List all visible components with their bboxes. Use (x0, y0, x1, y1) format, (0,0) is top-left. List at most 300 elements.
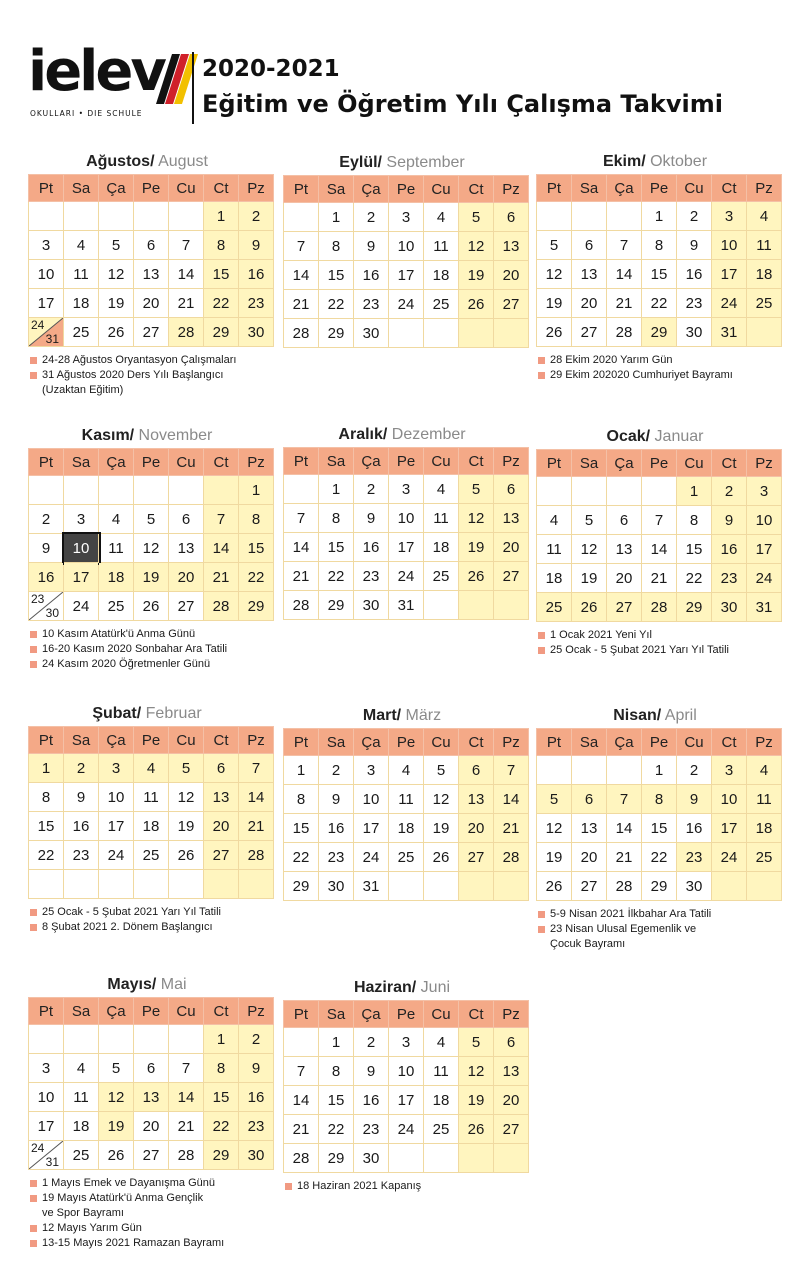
day-cell: 14 (204, 534, 239, 563)
weekday-header: Pt (284, 448, 319, 475)
day-cell: 5 (459, 1028, 494, 1057)
empty-cell (459, 1144, 494, 1173)
day-cell: 20 (572, 289, 607, 318)
day-cell: 11 (99, 534, 134, 563)
weekday-header: Pe (134, 175, 169, 202)
day-cell: 19 (459, 1086, 494, 1115)
day-cell: 15 (204, 260, 239, 289)
weekday-header: Ct (459, 448, 494, 475)
empty-cell (99, 202, 134, 231)
day-cell: 25 (424, 1115, 459, 1144)
day-cell: 12 (537, 814, 572, 843)
day-cell: 14 (284, 533, 319, 562)
day-cell: 28 (284, 1144, 319, 1173)
day-cell: 5 (537, 785, 572, 814)
note-item (28, 657, 266, 672)
day-cell: 11 (424, 232, 459, 261)
empty-cell (424, 319, 459, 348)
day-cell: 7 (169, 1054, 204, 1083)
day-cell: 4 (747, 756, 782, 785)
day-cell: 19 (537, 289, 572, 318)
day-cell: 22 (239, 563, 274, 592)
day-cell: 23 (677, 289, 712, 318)
day-cell: 19 (134, 563, 169, 592)
empty-cell (134, 202, 169, 231)
month-name-de: Mai (156, 976, 187, 993)
day-cell: 5 (169, 754, 204, 783)
month-name-de: Januar (650, 428, 704, 445)
month-calendar (536, 425, 774, 658)
day-cell: 9 (677, 231, 712, 260)
day-cell: 13 (494, 504, 529, 533)
month-calendar (536, 704, 774, 952)
day-cell: 21 (607, 289, 642, 318)
bullet-square-icon (30, 909, 37, 916)
day-cell: 5 (459, 203, 494, 232)
day-cell: 30 (354, 591, 389, 620)
day-cell: 4 (99, 505, 134, 534)
day-cell: 30 (677, 872, 712, 901)
empty-cell (389, 319, 424, 348)
day-cell: 15 (204, 1083, 239, 1112)
month-name-tr: Ocak/ (606, 428, 651, 445)
month-grid (283, 175, 529, 348)
day-cell: 19 (459, 533, 494, 562)
day-cell: 8 (319, 504, 354, 533)
empty-cell (607, 202, 642, 231)
day-cell: 28 (607, 872, 642, 901)
day-cell: 19 (169, 812, 204, 841)
day-cell: 18 (134, 812, 169, 841)
day-cell: 26 (169, 841, 204, 870)
weekday-header: Sa (64, 175, 99, 202)
month-calendar (283, 704, 521, 901)
day-cell: 15 (319, 261, 354, 290)
day-cell: 2 (712, 477, 747, 506)
day-cell: 2 (319, 756, 354, 785)
day-cell: 16 (239, 1083, 274, 1112)
day-cell: 9 (354, 1057, 389, 1086)
day-cell: 9 (239, 1054, 274, 1083)
note-text: 25 Ocak - 5 Şubat 2021 Yarı Yıl Tatili (42, 906, 221, 918)
weekday-header: Pe (134, 998, 169, 1025)
day-cell: 16 (29, 563, 64, 592)
month-name-tr: Ekim/ (602, 153, 646, 170)
month-title (283, 976, 521, 1000)
month-name-de: September (381, 154, 465, 171)
empty-cell (169, 870, 204, 899)
day-cell: 22 (319, 290, 354, 319)
day-cell: 14 (239, 783, 274, 812)
day-cell: 12 (537, 260, 572, 289)
weekday-header: Pt (29, 998, 64, 1025)
month-name-tr: Eylül/ (339, 154, 382, 171)
day-cell: 18 (389, 814, 424, 843)
weekday-header: Pz (494, 448, 529, 475)
note-item (28, 1176, 266, 1191)
day-cell: 15 (239, 534, 274, 563)
day-cell: 9 (712, 506, 747, 535)
day-cell: 18 (537, 564, 572, 593)
day-cell: 17 (712, 260, 747, 289)
day-cell: 18 (424, 261, 459, 290)
day-cell: 15 (319, 1086, 354, 1115)
day-cell: 4 (134, 754, 169, 783)
month-notes (536, 353, 774, 383)
weekday-header: Cu (424, 448, 459, 475)
header-year: 2020-2021 (202, 56, 340, 82)
day-cell: 7 (284, 1057, 319, 1086)
weekday-header: Ct (459, 1001, 494, 1028)
page-header (28, 39, 788, 128)
day-cell: 27 (134, 1141, 169, 1170)
day-cell: 9 (354, 504, 389, 533)
day-cell: 4 (424, 203, 459, 232)
day-cell: 21 (284, 290, 319, 319)
day-cell: 12 (572, 535, 607, 564)
weekday-header: Sa (319, 448, 354, 475)
day-cell: 2 (239, 1025, 274, 1054)
page-title: Eğitim ve Öğretim Yılı Çalışma Takvimi (202, 90, 723, 118)
day-cell: 26 (99, 1141, 134, 1170)
day-cell: 11 (747, 785, 782, 814)
bullet-square-icon (538, 911, 545, 918)
empty-cell (747, 318, 782, 347)
weekday-header: Ça (607, 450, 642, 477)
day-cell: 2 (354, 203, 389, 232)
day-cell: 26 (134, 592, 169, 621)
note-text: 25 Ocak - 5 Şubat 2021 Yarı Yıl Tatili (550, 644, 729, 656)
note-item (536, 643, 774, 658)
day-cell: 2 (64, 754, 99, 783)
day-cell: 11 (64, 1083, 99, 1112)
bullet-square-icon (285, 1183, 292, 1190)
weekday-header: Cu (169, 998, 204, 1025)
weekday-header: Sa (319, 1001, 354, 1028)
day-cell: 17 (99, 812, 134, 841)
day-cell: 29 (677, 593, 712, 622)
note-text: (Uzaktan Eğitim) (42, 384, 124, 396)
day-cell: 24 (712, 843, 747, 872)
day-cell: 7 (169, 231, 204, 260)
empty-cell (747, 872, 782, 901)
empty-cell (494, 1144, 529, 1173)
empty-cell (64, 202, 99, 231)
note-item (536, 937, 774, 952)
day-cell: 16 (239, 260, 274, 289)
day-cell: 1 (284, 756, 319, 785)
month-grid (536, 174, 782, 347)
day-cell: 22 (29, 841, 64, 870)
day-cell: 27 (494, 562, 529, 591)
day-cell: 21 (169, 1112, 204, 1141)
weekday-header: Ça (99, 727, 134, 754)
weekday-header: Ct (204, 727, 239, 754)
day-cell: 16 (712, 535, 747, 564)
month-grid (28, 726, 274, 899)
day-cell: 23 (677, 843, 712, 872)
split-day-second: 31 (45, 332, 59, 346)
empty-cell (712, 872, 747, 901)
day-cell: 22 (677, 564, 712, 593)
day-cell: 17 (64, 563, 99, 592)
day-cell: 13 (134, 1083, 169, 1112)
note-item (28, 642, 266, 657)
day-cell: 19 (537, 843, 572, 872)
weekday-header: Sa (572, 729, 607, 756)
weekday-header: Pz (494, 176, 529, 203)
day-cell: 10 (64, 534, 99, 563)
month-title (283, 423, 521, 447)
day-cell: 21 (284, 562, 319, 591)
day-cell: 27 (204, 841, 239, 870)
day-cell: 29 (204, 1141, 239, 1170)
split-day-second: 31 (45, 1155, 59, 1169)
empty-cell (29, 202, 64, 231)
day-cell: 5 (537, 231, 572, 260)
day-cell: 17 (389, 1086, 424, 1115)
day-cell: 6 (494, 203, 529, 232)
split-day-cell (29, 318, 64, 347)
day-cell: 15 (29, 812, 64, 841)
weekday-header: Sa (572, 175, 607, 202)
day-cell: 6 (572, 785, 607, 814)
day-cell: 27 (607, 593, 642, 622)
empty-cell (494, 872, 529, 901)
day-cell: 30 (239, 318, 274, 347)
day-cell: 21 (642, 564, 677, 593)
day-cell: 4 (64, 1054, 99, 1083)
day-cell: 14 (169, 260, 204, 289)
bullet-square-icon (538, 926, 545, 933)
day-cell: 23 (319, 843, 354, 872)
day-cell: 16 (677, 260, 712, 289)
note-item (28, 1221, 266, 1236)
day-cell: 9 (29, 534, 64, 563)
month-calendar (28, 424, 266, 672)
weekday-header: Cu (169, 727, 204, 754)
weekday-header: Pe (389, 448, 424, 475)
month-title (536, 704, 774, 728)
logo-subtitle: OKULLARI • DIE SCHULE (30, 109, 143, 118)
note-item (536, 368, 774, 383)
day-cell: 11 (747, 231, 782, 260)
day-cell: 8 (319, 232, 354, 261)
day-cell: 3 (29, 1054, 64, 1083)
weekday-header: Pz (239, 727, 274, 754)
note-text: 31 Ağustos 2020 Ders Yılı Başlangıcı (42, 369, 224, 381)
weekday-header: Sa (64, 449, 99, 476)
month-name-tr: Şubat/ (92, 705, 142, 722)
note-text: 19 Mayıs Atatürk'ü Anma Gençlik (42, 1192, 204, 1204)
day-cell: 13 (572, 814, 607, 843)
day-cell: 19 (99, 1112, 134, 1141)
weekday-header: Cu (169, 449, 204, 476)
day-cell: 20 (494, 1086, 529, 1115)
day-cell: 1 (204, 202, 239, 231)
split-day-second: 30 (45, 606, 59, 620)
note-item (28, 1236, 266, 1251)
day-cell: 16 (354, 533, 389, 562)
day-cell: 7 (284, 232, 319, 261)
month-grid (283, 1000, 529, 1173)
day-cell: 10 (389, 1057, 424, 1086)
day-cell: 1 (239, 476, 274, 505)
day-cell: 18 (99, 563, 134, 592)
day-cell: 1 (677, 477, 712, 506)
day-cell: 7 (607, 785, 642, 814)
empty-cell (459, 872, 494, 901)
empty-cell (134, 476, 169, 505)
day-cell: 8 (642, 231, 677, 260)
weekday-header: Pz (494, 729, 529, 756)
day-cell: 7 (607, 231, 642, 260)
day-cell: 22 (204, 1112, 239, 1141)
day-cell: 10 (747, 506, 782, 535)
day-cell: 3 (389, 1028, 424, 1057)
day-cell: 13 (134, 260, 169, 289)
day-cell: 17 (389, 261, 424, 290)
day-cell: 1 (642, 756, 677, 785)
month-notes (283, 1179, 521, 1194)
day-cell: 6 (572, 231, 607, 260)
weekday-header: Cu (677, 175, 712, 202)
month-title (28, 973, 266, 997)
empty-cell (494, 319, 529, 348)
day-cell: 29 (642, 318, 677, 347)
day-cell: 27 (572, 318, 607, 347)
day-cell: 24 (747, 564, 782, 593)
day-cell: 19 (459, 261, 494, 290)
weekday-header: Ct (204, 449, 239, 476)
note-item (28, 368, 266, 383)
day-cell: 5 (99, 231, 134, 260)
weekday-header: Pt (284, 176, 319, 203)
day-cell: 10 (389, 504, 424, 533)
split-day-cell (29, 592, 64, 621)
month-calendar (536, 150, 774, 383)
day-cell: 21 (284, 1115, 319, 1144)
day-cell: 23 (239, 289, 274, 318)
day-cell: 30 (239, 1141, 274, 1170)
day-cell: 29 (319, 591, 354, 620)
weekday-header: Ça (354, 1001, 389, 1028)
split-day-cell (29, 1141, 64, 1170)
empty-cell (134, 1025, 169, 1054)
day-cell: 13 (494, 232, 529, 261)
note-text: 1 Ocak 2021 Yeni Yıl (550, 629, 652, 641)
weekday-header: Ça (99, 449, 134, 476)
day-cell: 9 (354, 232, 389, 261)
day-cell: 14 (169, 1083, 204, 1112)
weekday-header: Pt (537, 729, 572, 756)
note-text: 5-9 Nisan 2021 İlkbahar Ara Tatili (550, 908, 712, 920)
day-cell: 28 (607, 318, 642, 347)
weekday-header: Pe (134, 449, 169, 476)
month-name-de: Juni (416, 979, 451, 996)
day-cell: 20 (494, 261, 529, 290)
empty-cell (389, 872, 424, 901)
note-text: 29 Ekim 202020 Cumhuriyet Bayramı (550, 369, 733, 381)
month-grid (283, 728, 529, 901)
weekday-header: Cu (424, 1001, 459, 1028)
month-calendar (28, 702, 266, 935)
day-cell: 12 (169, 783, 204, 812)
day-cell: 7 (284, 504, 319, 533)
weekday-header: Sa (64, 998, 99, 1025)
day-cell: 20 (134, 289, 169, 318)
day-cell: 23 (712, 564, 747, 593)
day-cell: 28 (204, 592, 239, 621)
empty-cell (424, 872, 459, 901)
empty-cell (64, 1025, 99, 1054)
empty-cell (64, 870, 99, 899)
note-item (536, 628, 774, 643)
day-cell: 29 (319, 319, 354, 348)
month-notes (28, 905, 266, 935)
day-cell: 28 (169, 318, 204, 347)
day-cell: 4 (537, 506, 572, 535)
day-cell: 16 (64, 812, 99, 841)
weekday-header: Ct (204, 998, 239, 1025)
empty-cell (204, 476, 239, 505)
day-cell: 1 (319, 1028, 354, 1057)
day-cell: 22 (204, 289, 239, 318)
day-cell: 14 (607, 814, 642, 843)
weekday-header: Pe (642, 175, 677, 202)
day-cell: 3 (64, 505, 99, 534)
month-name-tr: Aralık/ (338, 426, 388, 443)
day-cell: 7 (239, 754, 274, 783)
day-cell: 18 (747, 814, 782, 843)
day-cell: 9 (319, 785, 354, 814)
day-cell: 17 (29, 1112, 64, 1141)
day-cell: 13 (204, 783, 239, 812)
note-text: 10 Kasım Atatürk'ü Anma Günü (42, 628, 196, 640)
note-text: 23 Nisan Ulusal Egemenlik ve (550, 923, 697, 935)
day-cell: 18 (64, 1112, 99, 1141)
day-cell: 24 (354, 843, 389, 872)
weekday-header: Pe (389, 1001, 424, 1028)
empty-cell (642, 477, 677, 506)
day-cell: 25 (134, 841, 169, 870)
month-grid (28, 997, 274, 1170)
month-name-tr: Mayıs/ (107, 976, 157, 993)
day-cell: 13 (169, 534, 204, 563)
day-cell: 26 (459, 290, 494, 319)
month-title (536, 150, 774, 174)
day-cell: 10 (712, 231, 747, 260)
day-cell: 26 (537, 872, 572, 901)
note-text: 16-20 Kasım 2020 Sonbahar Ara Tatili (42, 643, 228, 655)
day-cell: 24 (389, 290, 424, 319)
day-cell: 12 (134, 534, 169, 563)
day-cell: 29 (239, 592, 274, 621)
day-cell: 24 (712, 289, 747, 318)
empty-cell (99, 476, 134, 505)
weekday-header: Cu (169, 175, 204, 202)
day-cell: 16 (354, 261, 389, 290)
weekday-header: Pt (29, 727, 64, 754)
month-title (28, 424, 266, 448)
weekday-header: Cu (424, 729, 459, 756)
weekday-header: Ça (354, 176, 389, 203)
day-cell: 22 (319, 562, 354, 591)
day-cell: 28 (642, 593, 677, 622)
day-cell: 17 (712, 814, 747, 843)
weekday-header: Ça (607, 175, 642, 202)
weekday-header: Pt (537, 175, 572, 202)
